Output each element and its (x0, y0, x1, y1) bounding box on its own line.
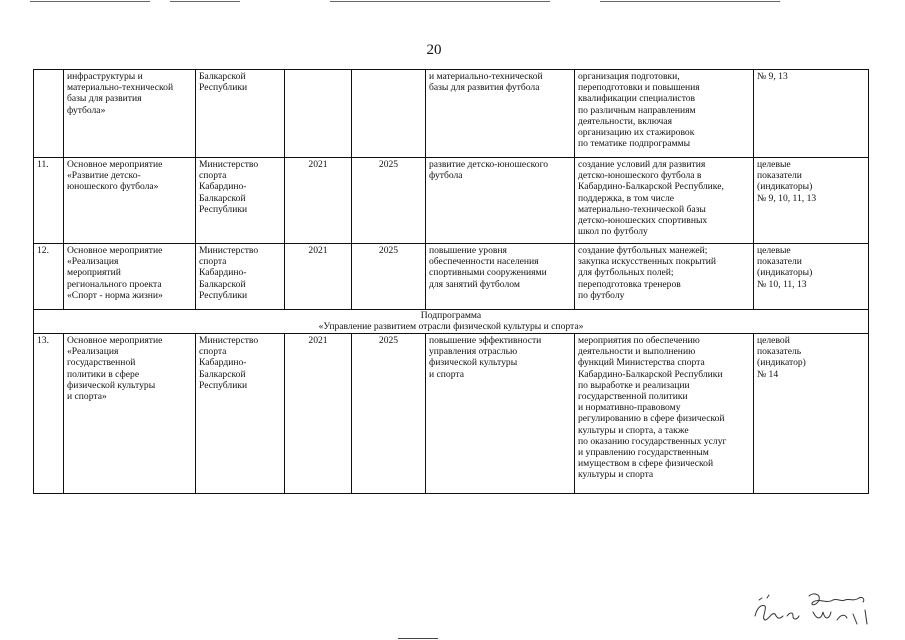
scan-edge-line (600, 1, 780, 2)
subprogram-label: Подпрограмма (420, 310, 482, 321)
start-year: 2021 (285, 158, 352, 244)
executor: Министерство спорта Кабардино- Балкарской Республики (196, 158, 285, 244)
direction: и материально-технической базы для развития футбола (426, 70, 575, 158)
row-number: 12. (34, 244, 64, 310)
scan-edge-line (398, 638, 438, 639)
end-year (352, 70, 426, 158)
executor: Балкарской Республики (196, 70, 285, 158)
program-activities-table (33, 69, 869, 494)
end-year: 2025 (352, 244, 426, 310)
scan-edge-line (170, 1, 240, 2)
direction: повышение уровня обеспеченности населения спортивными сооружениями для занятий футболом (426, 244, 575, 310)
row-number: 11. (34, 158, 64, 244)
expected-result: организация подготовки, переподготовки и повышения квалификации специалистов по различным направлениям деятельности, включая организацию их стажировок по тематике подпрограммы (575, 70, 754, 158)
expected-result: создание условий для развития детско-юношеского футбола в Кабардино-Балкарской Республике, поддержка, в том числе материально-технической базы детско-юношеских спортивных школ по футболу (575, 158, 754, 244)
activity-name: Основное мероприятие «Реализация государственной политики в сфере физической культуры и спорта» (64, 334, 196, 494)
start-year: 2021 (285, 334, 352, 494)
expected-result: создание футбольных манежей; закупка искусственных покрытий для футбольных полей; переподготовка тренеров по футболу (575, 244, 754, 310)
executor: Министерство спорта Кабардино- Балкарской Республики (196, 244, 285, 310)
handwritten-signature (747, 586, 887, 628)
direction: развитие детско-юношеского футбола (426, 158, 575, 244)
direction: повышение эффективности управления отраслью физической культуры и спорта (426, 334, 575, 494)
executor: Министерство спорта Кабардино- Балкарской Республики (196, 334, 285, 494)
end-year: 2025 (352, 334, 426, 494)
activity-name: Основное мероприятие «Развитие детско- юношеского футбола» (64, 158, 196, 244)
indicators: целевые показатели (индикаторы) № 9, 10, 11, 13 (754, 158, 869, 244)
indicators: целевые показатели (индикаторы) № 10, 11, 13 (754, 244, 869, 310)
expected-result: мероприятия по обеспечению деятельности и выполнению функций Министерства спорта Кабардино-Балкарской Республики по выработке и реализации государственной политики и нормативно-правовому регулированию в сфере физической культуры и спорта, а также по оказанию государственных услуг и управлению государственным имуществом в сфере физической культуры и спорта (575, 334, 754, 494)
subprogram-header (34, 310, 869, 334)
scan-edge-line (30, 1, 150, 2)
page-number: 20 (426, 42, 442, 58)
table-row (34, 70, 869, 158)
indicators: целевой показатель (индикатор) № 14 (754, 334, 869, 494)
activity-name: Основное мероприятие «Реализация мероприятий регионального проекта «Спорт - норма жизни» (64, 244, 196, 310)
scan-edge-line (330, 1, 550, 2)
table-row (34, 334, 869, 494)
table-row (34, 158, 869, 244)
indicators: № 9, 13 (754, 70, 869, 158)
end-year: 2025 (352, 158, 426, 244)
start-year: 2021 (285, 244, 352, 310)
subprogram-title: «Управление развитием отрасли физической культуры и спорта» (318, 321, 584, 333)
start-year (285, 70, 352, 158)
row-number (34, 70, 64, 158)
row-number: 13. (34, 334, 64, 494)
subprogram-header-row (34, 310, 869, 334)
activity-name: инфраструктуры и материально-технической базы для развития футбола» (64, 70, 196, 158)
table-row (34, 244, 869, 310)
